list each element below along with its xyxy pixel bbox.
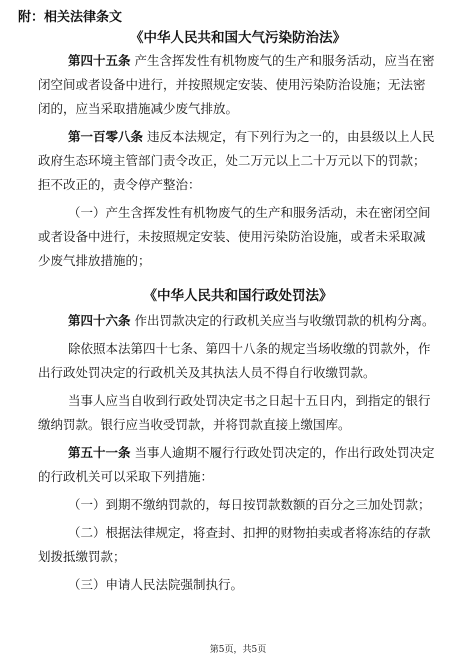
article-51-item-3: （三）申请人民法院强制执行。 [68,577,244,592]
article-45-line-3: 闭的，应当采取措施减少废气排放。 [38,101,239,116]
law-title-administrative-penalty: 《中华人民共和国行政处罚法》 [143,288,333,304]
article-108-line-3: 拒不改正的，责令停产整治： [38,177,201,192]
article-45-label: 第四十五条 [68,53,131,68]
article-46-line-1 [38,312,468,330]
article-108-text: 违反本法规定，有下列行为之一的，由县级以上人民 [147,129,435,144]
article-51-item-1: （一）到期不缴纳罚款的，每日按罚款数额的百分之三加处罚款； [68,497,431,512]
article-108-item-1-line-2: 或者设备中进行，未按照规定安装、使用污染防治设施，或者未采取减 [38,229,426,244]
article-46-para-3-line-1: 当事人应当自收到行政处罚决定书之日起十五日内，到指定的银行 [68,393,431,408]
article-108-line-1 [38,128,468,146]
page-number: 第5页，共5页 [209,645,267,655]
article-51-text: 当事人逾期不履行行政处罚决定的，作出行政处罚决定 [134,445,435,460]
article-45-line-2: 闭空间或者设备中进行，并按照规定安装、使用污染防治设施；无法密 [38,77,426,92]
article-51-line-1 [38,444,468,462]
article-51-item-2-line-2: 划拨抵缴罚款； [38,549,126,564]
article-46-para-2-line-2: 出行政处罚决定的行政机关及其执法人员不得自行收缴罚款。 [38,365,376,380]
article-45-line-1 [38,52,468,70]
article-46-text: 作出罚款决定的行政机关应当与收缴罚款的机构分离。 [134,313,435,328]
article-46-label: 第四十六条 [68,313,131,328]
article-51-line-2: 的行政机关可以采取下列措施： [38,469,214,484]
article-51-item-2-line-1: （二）根据法律规定，将查封、扣押的财物拍卖或者将冻结的存款 [68,525,431,540]
article-108-line-2: 政府生态环境主管部门责令改正，处二万元以上二十万元以下的罚款； [38,153,426,168]
article-46-para-3-line-2: 缴纳罚款。银行应当收受罚款，并将罚款直接上缴国库。 [38,417,351,432]
article-108-label: 第一百零八条 [68,129,144,144]
article-46-para-2-line-1: 除依照本法第四十七条、第四十八条的规定当场收缴的罚款外，作 [68,341,431,356]
article-108-item-1-line-1: （一）产生含挥发性有机物废气的生产和服务活动，未在密闭空间 [68,205,431,220]
article-51-label: 第五十一条 [68,445,131,460]
article-108-item-1-line-3: 少废气排放措施的； [38,253,151,268]
law-title-air-pollution: 《中华人民共和国大气污染防治法》 [130,30,346,46]
article-45-text: 产生含挥发性有机物废气的生产和服务活动，应当在密 [134,53,435,68]
appendix-heading: 附：相关法律条文 [18,10,123,25]
